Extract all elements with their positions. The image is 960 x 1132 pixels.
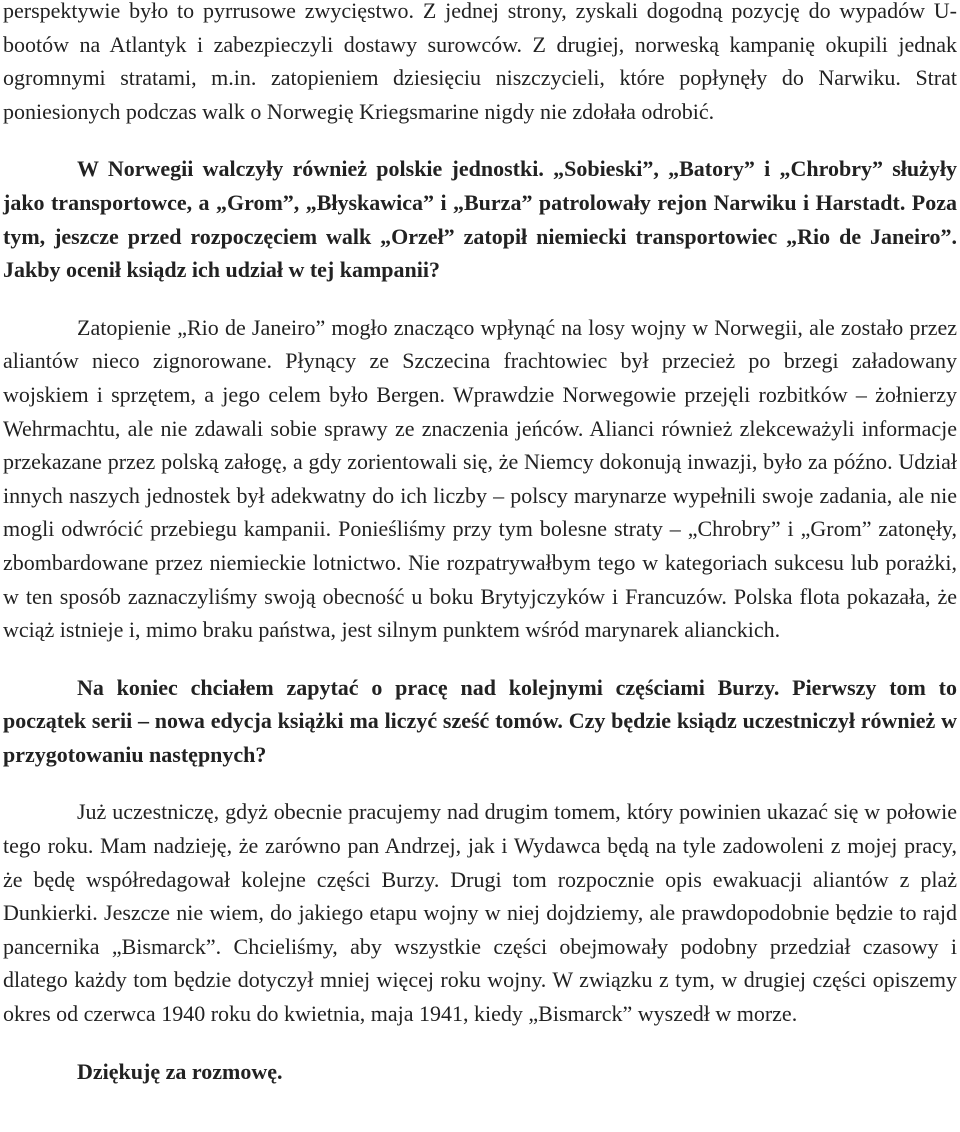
paragraph-closing: Dziękuję za rozmowę. <box>77 1058 283 1084</box>
paragraph-question-1: W Norwegii walczyły również polskie jednostki. „Sobieski”, „Batory” i „Chrobry” służyły jako transportowce, a „Grom”, „Błyskawica” i „Burza” patrolowały rejon Narwiku i Harstadt. Poza tym, jeszcze przed rozpoczęciem walk „Orzeł” zatopił niemiecki transportowiec „Rio de Janeiro”. Jakby ocenił ksiądz ich udział w tej kampanii? <box>3 156 957 283</box>
paragraph-answer-3: Już uczestniczę, gdyż obecnie pracujemy nad drugim tomem, który powinien ukazać się w połowie tego roku. Mam nadzieję, że zarówno pan Andrzej, jak i Wydawca będą na tyle zadowoleni z mojej pracy, że będę współredagował kolejne części Burzy. Drugi tom rozpocznie opis ewakuacji aliantów z plaż Dunkierki. Jeszcze nie wiem, do jakiego etapu wojny w niej dojdziemy, ale prawdopodobnie będzie to rajd pancernika „Bismarck”. Chcieliśmy, aby wszystkie części obejmowały podobny przedział czasowy i dlatego każdy tom będzie dotyczył mniej więcej roku wojny. W związku z tym, w drugiej części opiszemy okres od czerwca 1940 roku do kwietnia, maja 1941, kiedy „Bismarck” wyszedł w morze. <box>3 799 957 1027</box>
paragraph-gap <box>3 128 957 152</box>
paragraph-gap <box>3 771 957 795</box>
paragraph-answer-1: perspektywie było to pyrrusowe zwycięstwo. Z jednej strony, zyskali dogodną pozycję do wypadów U-bootów na Atlantyk i zabezpieczyli dostawy surowców. Z drugiej, norweską kampanię okupili jednak ogromnymi stratami, m.in. zatopieniem dziesięciu niszczycieli, które popłynęły do Narwiku. Strat poniesionych podczas walk o Norwegię Kriegsmarine nigdy nie zdołała odrobić. <box>3 0 957 124</box>
paragraph-question-2: Na koniec chciałem zapytać o pracę nad kolejnymi częściami Burzy. Pierwszy tom to początek serii – nowa edycja książki ma liczyć sześć tomów. Czy będzie ksiądz uczestniczył również w przygotowaniu następnych? <box>3 674 957 767</box>
paragraph-gap <box>3 287 957 311</box>
paragraph-answer-2: Zatopienie „Rio de Janeiro” mogło znacząco wpłynąć na losy wojny w Norwegii, ale zostało przez aliantów nieco zignorowane. Płynący ze Szczecina frachtowiec był przecież po brzegi załadowany wojskiem i sprzętem, a jego celem było Bergen. Wprawdzie Norwegowie przejęli rozbitków – żołnierzy Wehrmachtu, ale nie zdawali sobie sprawy ze znaczenia jeńców. Alianci również zlekceważyli informacje przekazane przez polską załogę, a gdy zorientowali się, że Niemcy dokonują inwazji, było za późno. Udział innych naszych jednostek był adekwatny do ich liczby – polscy marynarze wypełnili swoje zadania, ale nie mogli odwrócić przebiegu kampanii. Ponieśliśmy przy tym bolesne straty – „Chrobry” i „Grom” zatonęły, zbombardowane przez niemieckie lotnictwo. Nie rozpatrywałbym tego w kategoriach sukcesu lub porażki, w ten sposób zaznaczyliśmy swoją obecność u boku Brytyjczyków i Francuzów. Polska flota pokazała, że wciąż istnieje i, mimo braku państwa, jest silnym punktem wśród marynarek alianckich. <box>3 314 957 643</box>
paragraph-gap <box>3 647 957 671</box>
paragraph-gap <box>3 1031 957 1055</box>
